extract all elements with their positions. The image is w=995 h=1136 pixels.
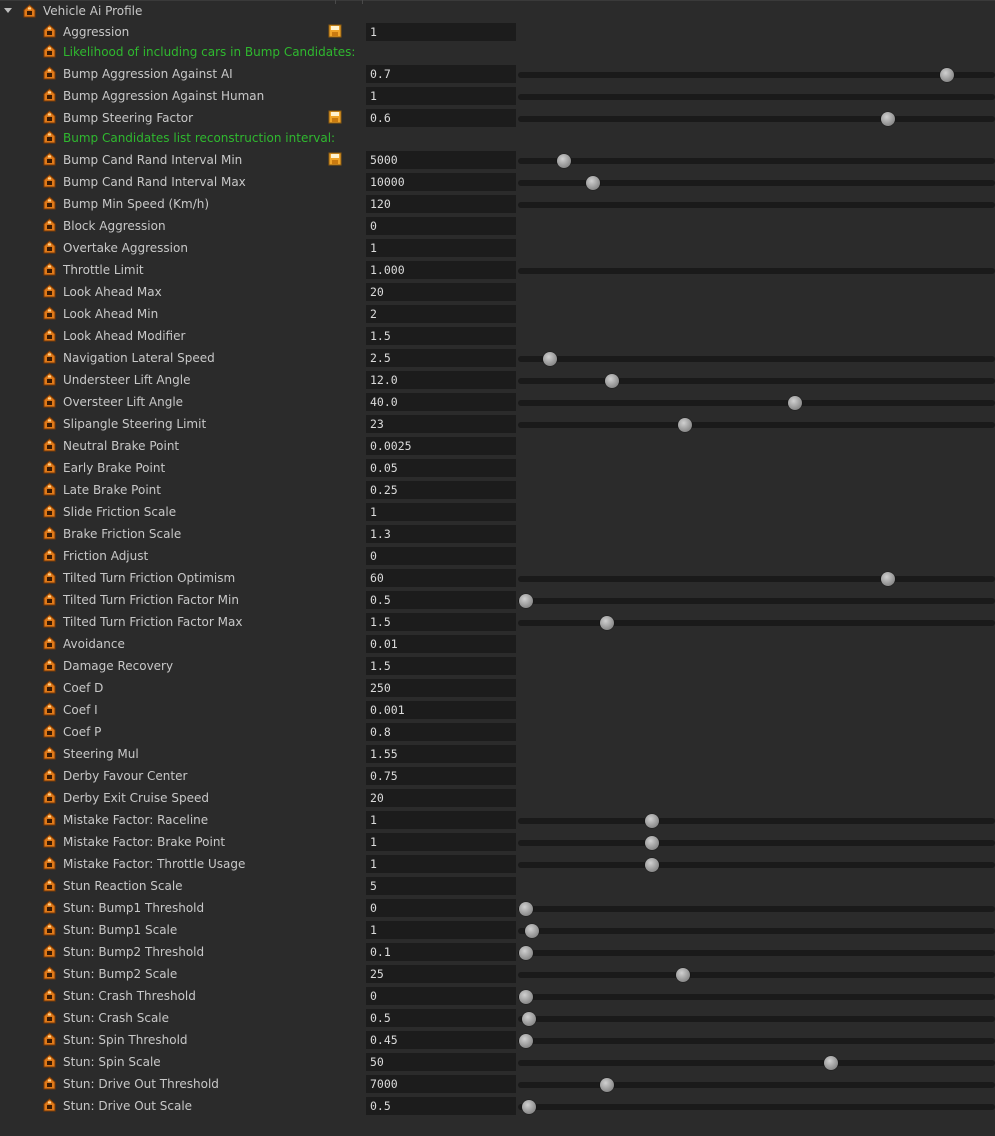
property-label: Look Ahead Modifier <box>63 329 186 343</box>
section-header-label: Likelihood of including cars in Bump Candidates: <box>63 45 356 59</box>
property-label: Overtake Aggression <box>63 241 188 255</box>
property-icon <box>42 350 57 365</box>
property-icon <box>42 152 57 167</box>
property-row[interactable] <box>0 501 995 523</box>
property-value-input[interactable]: 1.5 <box>366 613 516 631</box>
property-row[interactable] <box>0 589 995 611</box>
property-slider-track[interactable] <box>518 422 995 428</box>
property-row[interactable] <box>0 545 995 567</box>
property-icon <box>42 1032 57 1047</box>
property-icon <box>42 944 57 959</box>
property-icon <box>42 790 57 805</box>
property-label: Oversteer Lift Angle <box>63 395 184 409</box>
property-row[interactable] <box>0 721 995 743</box>
property-label: Damage Recovery <box>63 659 174 673</box>
property-label: Early Brake Point <box>63 461 166 475</box>
property-value-input[interactable]: 0.5 <box>366 591 516 609</box>
property-value-input[interactable]: 0.1 <box>366 943 516 961</box>
slider-handle[interactable] <box>519 946 533 960</box>
property-icon <box>42 218 57 233</box>
property-row[interactable] <box>0 215 995 237</box>
property-value-input[interactable]: 10000 <box>366 173 516 191</box>
property-label: Coef D <box>63 681 104 695</box>
property-icon <box>42 702 57 717</box>
property-icon <box>42 130 57 145</box>
property-value-input[interactable]: 1.3 <box>366 525 516 543</box>
property-row[interactable] <box>0 677 995 699</box>
property-icon <box>42 306 57 321</box>
property-slider-track[interactable] <box>518 620 995 626</box>
property-label: Mistake Factor: Raceline <box>63 813 209 827</box>
property-value-input[interactable]: 250 <box>366 679 516 697</box>
property-label: Stun: Bump1 Scale <box>63 923 178 937</box>
property-icon <box>42 438 57 453</box>
section-header-row[interactable] <box>0 129 995 149</box>
property-icon <box>42 636 57 651</box>
property-row[interactable] <box>0 413 995 435</box>
property-row[interactable] <box>0 897 995 919</box>
property-value-input[interactable]: 1 <box>366 239 516 257</box>
property-value-input[interactable]: 0.8 <box>366 723 516 741</box>
property-value-input[interactable]: 0.7 <box>366 65 516 83</box>
property-row[interactable] <box>0 85 995 107</box>
property-slider-track[interactable] <box>518 928 995 934</box>
property-label: Look Ahead Max <box>63 285 162 299</box>
property-icon <box>42 878 57 893</box>
property-icon <box>42 922 57 937</box>
property-icon <box>42 658 57 673</box>
property-slider-track[interactable] <box>518 818 995 824</box>
property-label: Understeer Lift Angle <box>63 373 191 387</box>
property-value-input[interactable]: 1 <box>366 87 516 105</box>
property-value-input[interactable]: 23 <box>366 415 516 433</box>
property-icon <box>42 1098 57 1113</box>
property-row[interactable] <box>0 919 995 941</box>
property-label: Stun: Spin Scale <box>63 1055 161 1069</box>
property-value-input[interactable]: 0.45 <box>366 1031 516 1049</box>
property-icon <box>42 680 57 695</box>
property-row[interactable] <box>0 149 995 171</box>
slider-handle[interactable] <box>519 1034 533 1048</box>
property-slider-track[interactable] <box>518 1038 995 1044</box>
property-label: Brake Friction Scale <box>63 527 182 541</box>
slider-handle[interactable] <box>881 112 895 126</box>
property-slider-track[interactable] <box>518 1016 995 1022</box>
property-label: Stun: Bump2 Threshold <box>63 945 205 959</box>
property-slider-track[interactable] <box>518 400 995 406</box>
property-label: Bump Min Speed (Km/h) <box>63 197 210 211</box>
property-row[interactable] <box>0 523 995 545</box>
save-icon[interactable] <box>328 152 342 166</box>
property-slider-track[interactable] <box>518 598 995 604</box>
property-slider-track[interactable] <box>518 1060 995 1066</box>
slider-handle[interactable] <box>940 68 954 82</box>
property-row[interactable] <box>0 567 995 589</box>
property-row[interactable] <box>0 281 995 303</box>
property-label: Stun: Crash Scale <box>63 1011 170 1025</box>
property-list <box>0 21 995 1117</box>
property-label: Slipangle Steering Limit <box>63 417 207 431</box>
property-value-input[interactable]: 0 <box>366 217 516 235</box>
slider-handle[interactable] <box>519 990 533 1004</box>
property-slider-track[interactable] <box>518 994 995 1000</box>
property-row[interactable] <box>0 831 995 853</box>
property-icon <box>42 526 57 541</box>
property-label: Mistake Factor: Brake Point <box>63 835 226 849</box>
property-value-input[interactable]: 1.000 <box>366 261 516 279</box>
property-value-input[interactable]: 2 <box>366 305 516 323</box>
property-value-input[interactable]: 0.0025 <box>366 437 516 455</box>
property-row[interactable] <box>0 941 995 963</box>
save-icon[interactable] <box>328 110 342 124</box>
property-value-input[interactable]: 1 <box>366 855 516 873</box>
property-value-input[interactable]: 120 <box>366 195 516 213</box>
slider-handle[interactable] <box>522 1100 536 1114</box>
property-icon <box>42 240 57 255</box>
property-row[interactable] <box>0 765 995 787</box>
property-value-input[interactable]: 1.5 <box>366 657 516 675</box>
property-value-input[interactable]: 0.5 <box>366 1009 516 1027</box>
vehicle-ai-icon <box>22 4 37 19</box>
property-slider-track[interactable] <box>518 1082 995 1088</box>
property-icon <box>42 1010 57 1025</box>
property-label: Coef P <box>63 725 102 739</box>
slider-handle[interactable] <box>676 968 690 982</box>
property-row[interactable] <box>0 303 995 325</box>
property-label: Tilted Turn Friction Factor Max <box>63 615 243 629</box>
property-label: Aggression <box>63 25 130 39</box>
slider-handle[interactable] <box>678 418 692 432</box>
property-slider-track[interactable] <box>518 268 995 274</box>
slider-handle[interactable] <box>522 1012 536 1026</box>
property-label: Bump Aggression Against Human <box>63 89 265 103</box>
slider-handle[interactable] <box>600 616 614 630</box>
property-row[interactable] <box>0 809 995 831</box>
property-slider-track[interactable] <box>518 840 995 846</box>
property-row[interactable] <box>0 193 995 215</box>
property-row[interactable] <box>0 1095 995 1117</box>
property-row[interactable] <box>0 325 995 347</box>
property-value-input[interactable]: 0.5 <box>366 1097 516 1115</box>
property-icon <box>42 614 57 629</box>
property-row[interactable] <box>0 787 995 809</box>
property-slider-track[interactable] <box>518 72 995 78</box>
property-icon <box>42 44 57 59</box>
property-icon <box>42 724 57 739</box>
property-value-input[interactable]: 0 <box>366 899 516 917</box>
slider-handle[interactable] <box>519 902 533 916</box>
property-slider-track[interactable] <box>518 378 995 384</box>
property-row[interactable] <box>0 743 995 765</box>
slider-handle[interactable] <box>543 352 557 366</box>
property-value-input[interactable]: 0.75 <box>366 767 516 785</box>
property-value-input[interactable]: 5 <box>366 877 516 895</box>
property-icon <box>42 66 57 81</box>
property-label: Derby Exit Cruise Speed <box>63 791 209 805</box>
property-icon <box>42 284 57 299</box>
slider-handle[interactable] <box>788 396 802 410</box>
property-row[interactable] <box>0 107 995 129</box>
property-label: Bump Aggression Against AI <box>63 67 233 81</box>
property-icon <box>42 416 57 431</box>
property-label: Steering Mul <box>63 747 139 761</box>
property-value-input[interactable]: 1 <box>366 503 516 521</box>
property-value-input[interactable]: 1 <box>366 833 516 851</box>
property-icon <box>42 504 57 519</box>
property-label: Look Ahead Min <box>63 307 159 321</box>
property-label: Avoidance <box>63 637 125 651</box>
property-icon <box>42 768 57 783</box>
property-row[interactable] <box>0 259 995 281</box>
property-value-input[interactable]: 20 <box>366 283 516 301</box>
property-value-input[interactable]: 7000 <box>366 1075 516 1093</box>
property-icon <box>42 1054 57 1069</box>
property-icon <box>42 966 57 981</box>
property-value-input[interactable]: 0 <box>366 987 516 1005</box>
property-row[interactable] <box>0 347 995 369</box>
property-icon <box>42 746 57 761</box>
property-value-input[interactable]: 1.55 <box>366 745 516 763</box>
property-row[interactable] <box>0 1007 995 1029</box>
property-label: Tilted Turn Friction Optimism <box>63 571 236 585</box>
section-header-row[interactable] <box>0 43 995 63</box>
property-icon <box>42 394 57 409</box>
property-slider-track[interactable] <box>518 202 995 208</box>
property-value-input[interactable]: 0.05 <box>366 459 516 477</box>
property-row[interactable] <box>0 171 995 193</box>
slider-handle[interactable] <box>645 858 659 872</box>
slider-handle[interactable] <box>645 836 659 850</box>
property-value-input[interactable]: 0.001 <box>366 701 516 719</box>
property-label: Coef I <box>63 703 98 717</box>
property-row[interactable] <box>0 699 995 721</box>
property-icon <box>42 834 57 849</box>
property-row[interactable] <box>0 457 995 479</box>
property-label: Stun: Bump1 Threshold <box>63 901 205 915</box>
property-slider-track[interactable] <box>518 158 995 164</box>
property-icon <box>42 88 57 103</box>
property-row[interactable] <box>0 655 995 677</box>
tree-root-row[interactable] <box>0 1 995 21</box>
property-slider-track[interactable] <box>518 356 995 362</box>
property-icon <box>42 460 57 475</box>
property-row[interactable] <box>0 1051 995 1073</box>
slider-handle[interactable] <box>645 814 659 828</box>
property-slider-track[interactable] <box>518 862 995 868</box>
property-row[interactable] <box>0 985 995 1007</box>
property-value-input[interactable]: 2.5 <box>366 349 516 367</box>
property-slider-track[interactable] <box>518 972 995 978</box>
property-icon <box>42 174 57 189</box>
property-label: Derby Favour Center <box>63 769 188 783</box>
property-label: Bump Steering Factor <box>63 111 194 125</box>
property-row[interactable] <box>0 875 995 897</box>
property-label: Friction Adjust <box>63 549 149 563</box>
property-row[interactable] <box>0 63 995 85</box>
property-value-input[interactable]: 5000 <box>366 151 516 169</box>
property-row[interactable] <box>0 1029 995 1051</box>
property-icon <box>42 372 57 387</box>
property-icon <box>42 988 57 1003</box>
property-icon <box>42 570 57 585</box>
property-row[interactable] <box>0 1073 995 1095</box>
property-icon <box>42 548 57 563</box>
slider-handle[interactable] <box>881 572 895 586</box>
property-row[interactable] <box>0 237 995 259</box>
property-label: Navigation Lateral Speed <box>63 351 215 365</box>
property-icon <box>42 110 57 125</box>
property-row[interactable] <box>0 633 995 655</box>
property-value-input[interactable]: 0.6 <box>366 109 516 127</box>
property-row[interactable] <box>0 853 995 875</box>
property-label: Stun: Drive Out Scale <box>63 1099 193 1113</box>
property-label: Stun Reaction Scale <box>63 879 183 893</box>
property-row[interactable] <box>0 479 995 501</box>
property-slider-track[interactable] <box>518 906 995 912</box>
property-value-input[interactable]: 20 <box>366 789 516 807</box>
property-value-input[interactable]: 50 <box>366 1053 516 1071</box>
property-value-input[interactable]: 0 <box>366 547 516 565</box>
property-label: Stun: Bump2 Scale <box>63 967 178 981</box>
property-slider-track[interactable] <box>518 94 995 100</box>
property-label: Neutral Brake Point <box>63 439 180 453</box>
slider-handle[interactable] <box>600 1078 614 1092</box>
property-icon <box>42 900 57 915</box>
property-slider-track[interactable] <box>518 116 995 122</box>
property-label: Slide Friction Scale <box>63 505 177 519</box>
property-icon <box>42 196 57 211</box>
property-label: Late Brake Point <box>63 483 161 497</box>
property-icon <box>42 856 57 871</box>
property-label: Tilted Turn Friction Factor Min <box>63 593 239 607</box>
property-icon <box>42 24 57 39</box>
property-label: Bump Cand Rand Interval Min <box>63 153 243 167</box>
property-value-input[interactable]: 25 <box>366 965 516 983</box>
property-icon <box>42 592 57 607</box>
property-value-input[interactable]: 1 <box>366 23 516 41</box>
tree-root-label: Vehicle Ai Profile <box>43 4 143 18</box>
slider-handle[interactable] <box>557 154 571 168</box>
property-value-input[interactable]: 40.0 <box>366 393 516 411</box>
property-slider-track[interactable] <box>518 1104 995 1110</box>
property-value-input[interactable]: 1.5 <box>366 327 516 345</box>
slider-handle[interactable] <box>824 1056 838 1070</box>
save-icon[interactable] <box>328 24 342 38</box>
property-row[interactable] <box>0 21 995 43</box>
property-row[interactable] <box>0 963 995 985</box>
property-value-input[interactable]: 1 <box>366 811 516 829</box>
property-row[interactable] <box>0 435 995 457</box>
property-label: Bump Cand Rand Interval Max <box>63 175 246 189</box>
property-icon <box>42 482 57 497</box>
property-label: Stun: Drive Out Threshold <box>63 1077 219 1091</box>
property-slider-track[interactable] <box>518 576 995 582</box>
property-value-input[interactable]: 60 <box>366 569 516 587</box>
property-row[interactable] <box>0 391 995 413</box>
property-label: Throttle Limit <box>63 263 144 277</box>
property-label: Stun: Spin Threshold <box>63 1033 188 1047</box>
property-icon <box>42 262 57 277</box>
property-row[interactable] <box>0 611 995 633</box>
property-row[interactable] <box>0 369 995 391</box>
slider-handle[interactable] <box>525 924 539 938</box>
expand-arrow-icon[interactable] <box>4 8 12 13</box>
property-slider-track[interactable] <box>518 950 995 956</box>
property-label: Block Aggression <box>63 219 166 233</box>
property-icon <box>42 1076 57 1091</box>
property-value-input[interactable]: 12.0 <box>366 371 516 389</box>
slider-handle[interactable] <box>519 594 533 608</box>
property-label: Mistake Factor: Throttle Usage <box>63 857 246 871</box>
slider-handle[interactable] <box>605 374 619 388</box>
property-label: Stun: Crash Threshold <box>63 989 196 1003</box>
property-value-input[interactable]: 0.25 <box>366 481 516 499</box>
property-icon <box>42 812 57 827</box>
property-icon <box>42 328 57 343</box>
property-value-input[interactable]: 1 <box>366 921 516 939</box>
property-value-input[interactable]: 0.01 <box>366 635 516 653</box>
slider-handle[interactable] <box>586 176 600 190</box>
section-header-label: Bump Candidates list reconstruction interval: <box>63 131 336 145</box>
